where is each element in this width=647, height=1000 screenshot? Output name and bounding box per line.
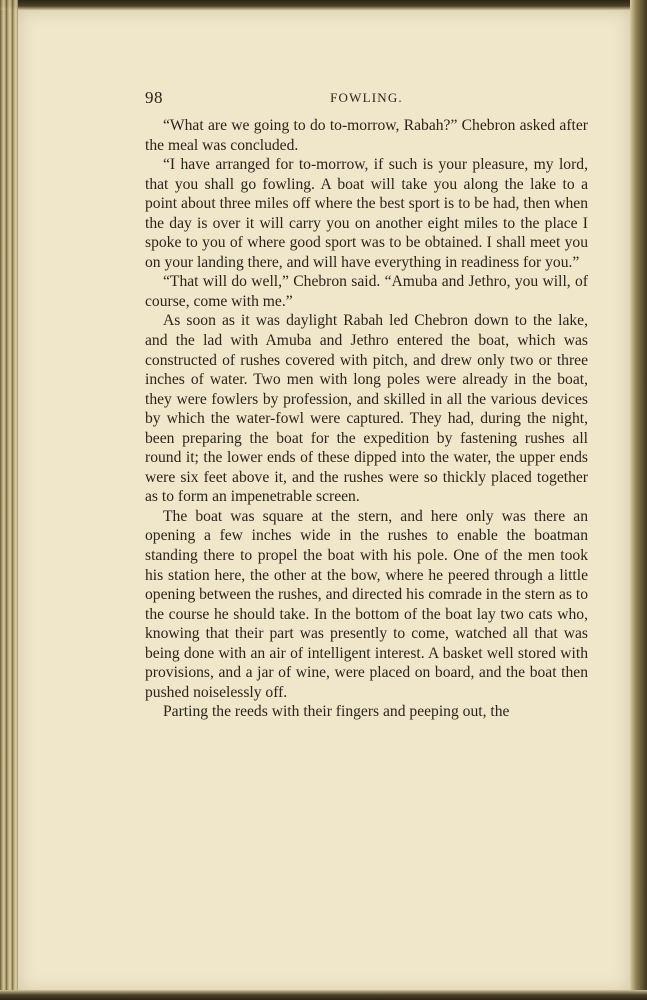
page-header [145,88,588,110]
top-edge [0,0,647,10]
text-block [145,88,588,722]
paragraph: “What are we going to do to-morrow, Rabah?” Chebron asked after the meal was concluded. [145,117,588,154]
paragraph: As soon as it was daylight Rabah led Chebron down to the lake, and the lad with Amuba and Jethro entered the boat, which was constructed of rushes covered with pitch, and drew only two or three inches of water. Two men with long poles were already in the boat, they were fowlers by profession, and skilled in all the various devices by which the water-fowl were captured. They had, during the night, been preparing the boat for the expedition by fastening rushes all round it; the lower ends of these dipped into the water, the upper ends were six feet above it, and the rushes were so thickly placed together as to form an impenetrable screen. [145,312,588,506]
body-text [145,116,588,722]
paragraph: “That will do well,” Chebron said. “Amuba and Jethro, you will, of course, come with me.” [145,273,588,310]
bottom-edge [0,990,647,1000]
running-head: FOWLING. [330,90,403,105]
paragraph: “I have arranged for to-morrow, if such is your pleasure, my lord, that you shall go fowling. A boat will take you along the lake to a point about three miles off where the best sport is to be had, then when the day is over it will carry you on another eight miles to the place I spoke to you of where good sport was to be obtained. I shall meet you on your landing there, and will have everything in readiness for you.” [145,156,588,271]
right-edge [630,0,647,1000]
paragraph: Parting the reeds with their fingers and peeping out, the [163,703,510,721]
page-number: 98 [145,88,163,107]
book-binding [0,0,18,1000]
paragraph: The boat was square at the stern, and here only was there an opening a few inches wide in the rushes to enable the boatman standing there to propel the boat with his pole. One of the men took his station here, the other at the bow, where he peered through a little opening between the rushes, and directed his comrade in the stern as to the course he should take. In the bottom of the boat lay two cats who, knowing that their part was presently to come, watched all that was being done with an air of intelligent interest. A basket well stored with provisions, and a jar of wine, were placed on board, and the boat then pushed noiselessly off. [145,507,588,701]
